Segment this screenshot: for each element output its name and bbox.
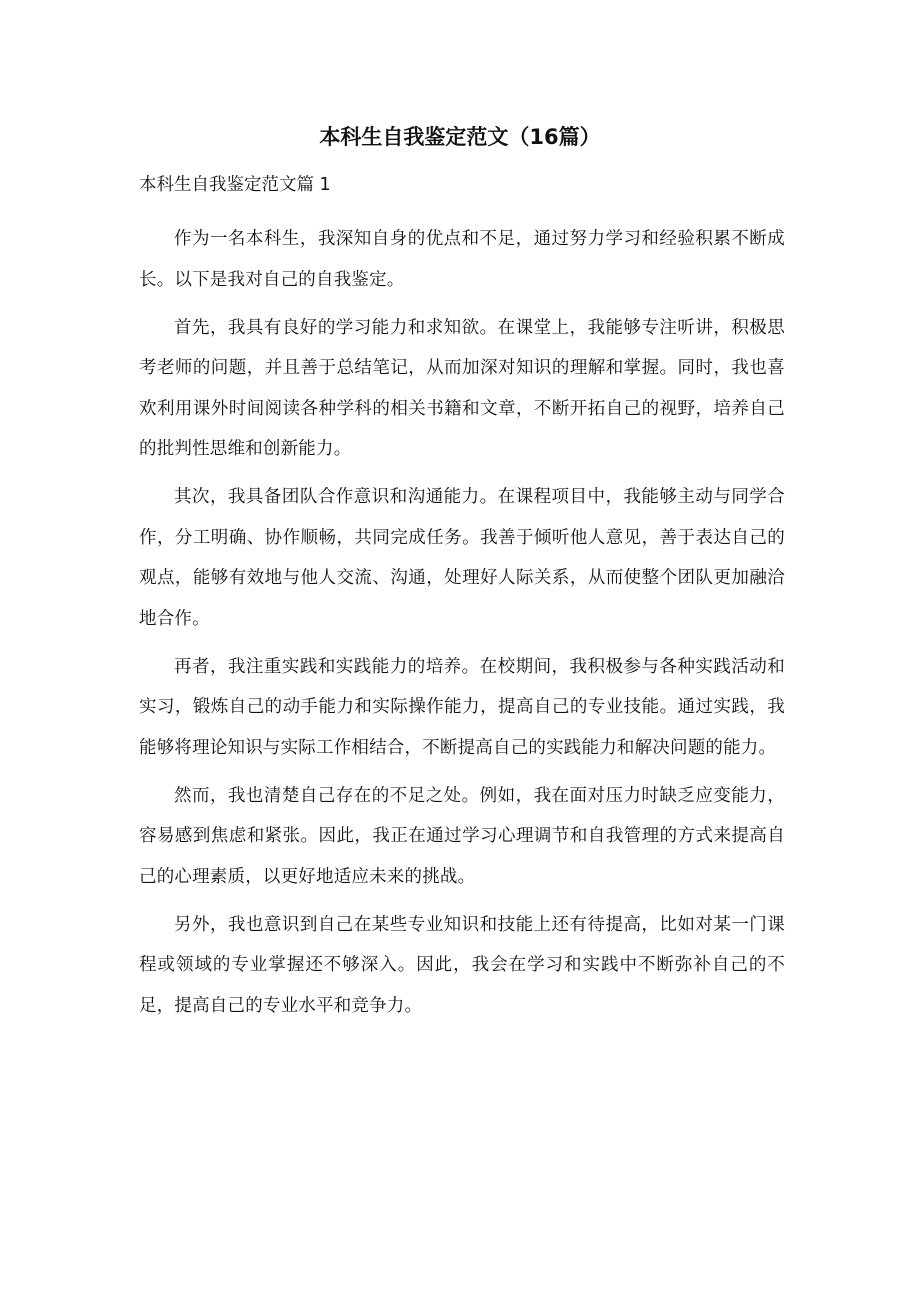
section-heading: 本科生自我鉴定范文篇 1 xyxy=(139,175,331,195)
paragraph-practice: 再者，我注重实践和实践能力的培养。在校期间，我积极参与各种实践活动和实习，锻炼自己的动手能力和实际操作能力，提高自己的专业技能。通过实践，我能够将理论知识与实际工作相结合，不断提高自己的实践能力和解决问题的能力。 xyxy=(139,656,785,758)
document-body xyxy=(139,219,785,1034)
paragraph-intro: 作为一名本科生，我深知自身的优点和不足，通过努力学习和经验积累不断成长。以下是我对自己的自我鉴定。 xyxy=(139,229,785,290)
document-title: 本科生自我鉴定范文（16篇） xyxy=(319,125,601,149)
paragraph-teamwork: 其次，我具备团队合作意识和沟通能力。在课程项目中，我能够主动与同学合作，分工明确、协作顺畅，共同完成任务。我善于倾听他人意见，善于表达自己的观点，能够有效地与他人交流、沟通，处理好人际关系，从而使整个团队更加融洽地合作。 xyxy=(139,487,785,629)
paragraph-shortcomings: 然而，我也清楚自己存在的不足之处。例如，我在面对压力时缺乏应变能力，容易感到焦虑和紧张。因此，我正在通过学习心理调节和自我管理的方式来提高自己的心理素质，以更好地适应未来的挑战。 xyxy=(139,785,785,887)
paragraph-learning-ability: 首先，我具有良好的学习能力和求知欲。在课堂上，我能够专注听讲，积极思考老师的问题，并且善于总结笔记，从而加深对知识的理解和掌握。同时，我也喜欢利用课外时间阅读各种学科的相关书籍和文章，不断开拓自己的视野，培养自己的批判性思维和创新能力。 xyxy=(139,317,785,459)
paragraph-improvement: 另外，我也意识到自己在某些专业知识和技能上还有待提高，比如对某一门课程或领域的专业掌握还不够深入。因此，我会在学习和实践中不断弥补自己的不足，提高自己的专业水平和竞争力。 xyxy=(139,914,785,1016)
